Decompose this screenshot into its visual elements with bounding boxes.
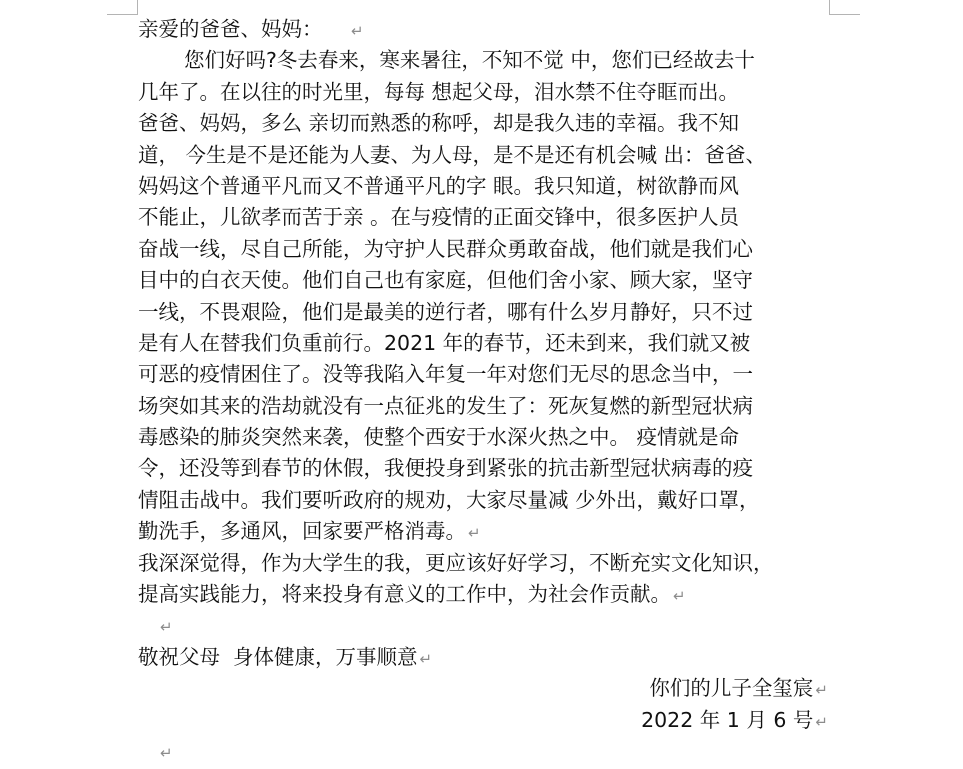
body-line: 几年了。在以往的时光里，每每 想起父母，泪水禁不住夺眶而出。 [138,79,740,104]
body-line: 妈妈这个普通平凡而又不普通平凡的字 眼。我只知道，树欲静而风 [138,173,740,198]
greeting-line [138,14,828,45]
body-line: 可恶的疫情困住了。没等我陷入年复一年对您们无尽的思念当中，一 [138,362,753,387]
paragraph-mark-icon: ↵ [160,618,173,637]
document-page[interactable] [138,14,828,767]
body-line: 目中的白衣天使。他们自己也有家庭，但他们舍小家、顾大家，坚守 [138,268,753,293]
body-line: 不能止，儿欲孝而苦于亲 。在与疫情的正面交锋中，很多医护人员 [138,205,740,230]
paragraph-mark-icon: ↵ [815,681,828,700]
crop-mark-left [107,0,138,15]
body-line: 情阻击战中。我们要听政府的规劝，大家尽量减 少外出，戴好口罩， [138,487,760,512]
para2-line: 我深深觉得，作为大学生的我，更应该好好学习，不断充实文化知识， [138,550,774,575]
body-line: 您们好吗?冬去春来，寒来暑往，不知不觉 中，您们已经故去十 [184,48,755,73]
body-line: 毒感染的肺炎突然来袭，使整个西安于水深火热之中。 疫情就是命 [138,425,740,450]
blank-paragraph [138,610,828,641]
body-line-last [138,516,828,547]
paragraph-mark-icon: ↵ [673,587,686,606]
paragraph-mark-icon: ↵ [351,22,364,40]
para2-line-last [138,579,828,610]
blank-paragraph [138,736,828,767]
closing-line [138,642,828,673]
body-line: 一线，不畏艰险，他们是最美的逆行者，哪有什么岁月静好，只不过 [138,299,753,324]
body-text: 勤洗手，多通风，回家要严格消毒。 [138,519,466,544]
closing-text: 敬祝父母 身体健康，万事顺意 [138,644,418,669]
paragraph-mark-icon: ↵ [160,743,173,762]
crop-mark-right [829,0,860,15]
body-line: 爸爸、妈妈，多么 亲切而熟悉的称呼，却是我久违的幸福。我不知 [138,111,740,136]
body-line: 道， 今生是不是还能为人妻、为人母，是不是还有机会喊 出：爸爸、 [138,142,767,167]
signature-line [138,673,828,704]
body-line: 令，还没等到春节的休假，我便投身到紧张的抗击新型冠状病毒的疫 [138,456,753,481]
paragraph-mark-icon: ↵ [468,524,481,543]
paragraph-mark-icon: ↵ [815,712,828,731]
signature-text: 你们的儿子全玺宸 [649,676,814,701]
date-line [138,705,828,736]
body-line: 是有人在替我们负重前行。2021 年的春节，还未到来，我们就又被 [138,330,751,355]
date-text: 2022 年 1 月 6 号 [641,707,814,732]
para2-text: 提高实践能力，将来投身有意义的工作中，为社会作贡献。 [138,582,671,607]
body-line: 奋战一线，尽自己所能，为守护人民群众勇敢奋战，他们就是我们心 [138,236,753,261]
paragraph-mark-icon: ↵ [419,649,433,668]
body-line: 场突如其来的浩劫就没有一点征兆的发生了：死灰复燃的新型冠状病 [138,393,753,418]
greeting-text: 亲爱的爸爸、妈妈： [138,17,323,41]
